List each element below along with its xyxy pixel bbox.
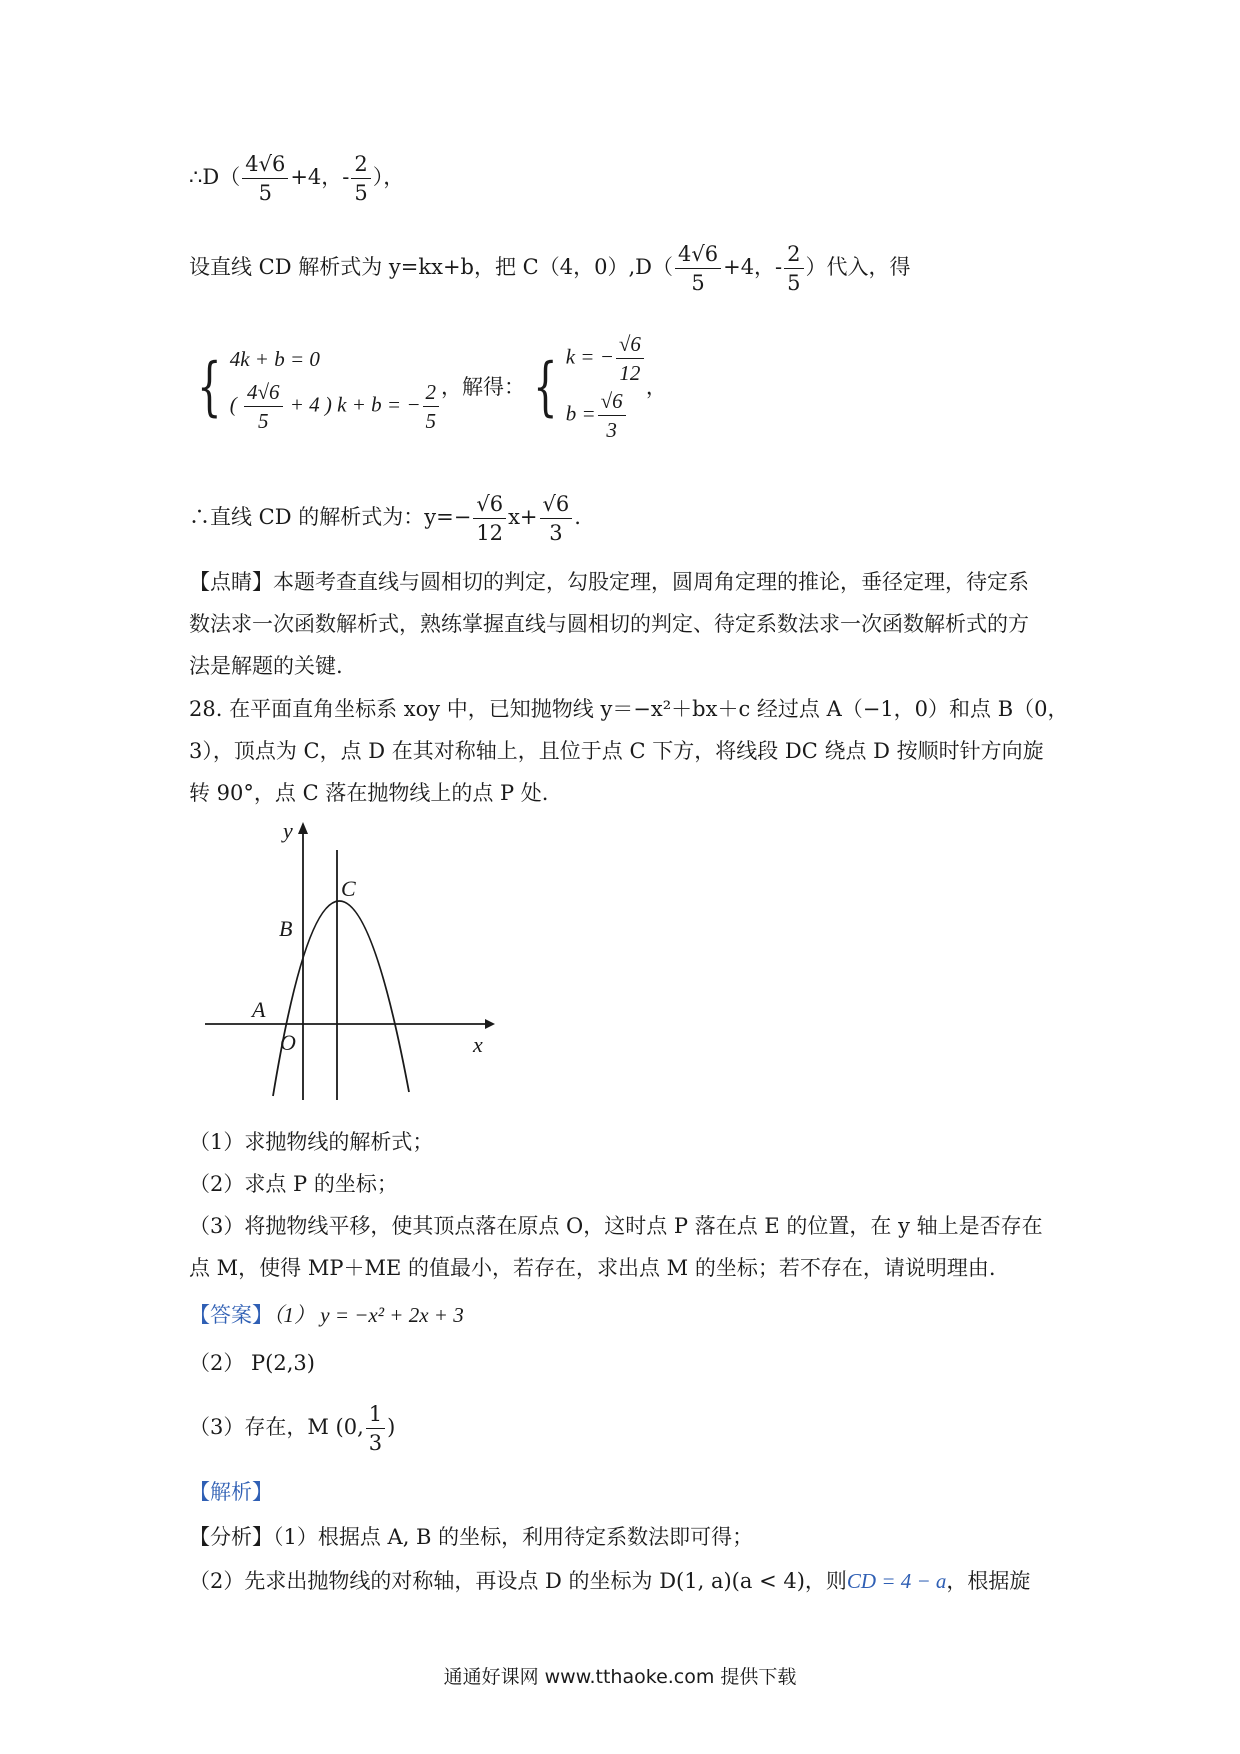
parabola-figure: [195, 820, 505, 1110]
dianjing-3: 法是解题的关键.: [189, 654, 343, 678]
sub-question-1: （1）求抛物线的解析式；: [189, 1130, 434, 1154]
sub-question-2: （2）求点 P 的坐标；: [189, 1172, 398, 1196]
label-y: y: [283, 820, 293, 843]
answer-line-2: （2） P(2,3): [189, 1351, 315, 1375]
label-b: B: [279, 916, 293, 941]
line-d-coordinates: ∴D（ $\frac{4√6}{5}$ +4，- $\frac{2}{5}$ ），: [189, 152, 405, 205]
fenxi-line1: 【分析】（1）根据点 A, B 的坐标，利用待定系数法即可得；: [189, 1525, 754, 1549]
line-set-cd: 设直线 CD 解析式为 y=kx+b，把 C（4，0）,D（ $\frac{4√6}{5}$ +4，- $\frac{2}{5}$ ）代入，得: [189, 242, 911, 295]
sub-question-3-line1: （3）将抛物线平移，使其顶点落在原点 O，这时点 P 落在点 E 的位置，在 y 轴上是否存在: [189, 1214, 1043, 1238]
dianjing-1: 【点睛】本题考查直线与圆相切的判定，勾股定理，圆周角定理的推论，垂径定理，待定系: [189, 570, 1029, 594]
jiexi-label: 【解析】: [189, 1480, 273, 1504]
fraction: $\frac{4√6}{5}$: [242, 150, 288, 207]
fraction: $\frac{4√6}{5}$: [675, 240, 721, 297]
label-o: O: [280, 1030, 296, 1055]
fraction: $\frac{2}{5}$: [784, 240, 803, 297]
fenxi-line2: （2）先求出抛物线的对称轴，再设点 D 的坐标为 D(1, a)(a < 4)，则CD = 4 − a，根据旋: [189, 1569, 1031, 1593]
answer-line-3: （3）存在，M (0, $\frac{1}{3}$ ): [189, 1402, 396, 1455]
y-axis-arrow: [298, 822, 308, 834]
sub-question-3-line2: 点 M，使得 MP＋ME 的值最小，若存在，求出点 M 的坐标；若不存在，请说明理由.: [189, 1256, 996, 1280]
question-28-line3: 转 90°，点 C 落在抛物线上的点 P 处.: [189, 781, 549, 805]
fraction: $\frac{2}{5}$: [351, 150, 370, 207]
question-28-line1: 28. 在平面直角坐标系 xoy 中，已知抛物线 y＝−x²＋bx＋c 经过点 A（−1，0）和点 B（0，: [189, 697, 1069, 721]
answer-line-1: 【答案】（1） y = −x² + 2x + 3: [189, 1303, 464, 1327]
question-28-line2: 3），顶点为 C，点 D 在其对称轴上，且位于点 C 下方，将线段 DC 绕点 D 按顺时针方向旋: [189, 739, 1044, 763]
line-cd-result: ∴直线 CD 的解析式为：y=− $\frac{√6}{12}$ x+ $\frac{√6}{3}$ .: [189, 492, 581, 545]
label-c: C: [341, 876, 356, 901]
dianjing-2: 数法求一次函数解析式，熟练掌握直线与圆相切的判定、待定系数法求一次函数解析式的方: [189, 612, 1029, 636]
x-axis-arrow: [485, 1019, 495, 1029]
footer-source: 通通好课网 www.tthaoke.com 提供下载: [443, 1666, 797, 1688]
label-a: A: [252, 997, 266, 1022]
label-x: x: [473, 1032, 483, 1057]
equation-system: { 4k + b = 0 ( $\frac{4√6}{5}$ + 4 ) k + b = − $\frac{2}{5}$ ，解得： { k = − $\frac{√6}{12}$ b = $\frac{√6}{3}$ ，: [197, 332, 667, 442]
parabola-curve: [273, 901, 409, 1096]
